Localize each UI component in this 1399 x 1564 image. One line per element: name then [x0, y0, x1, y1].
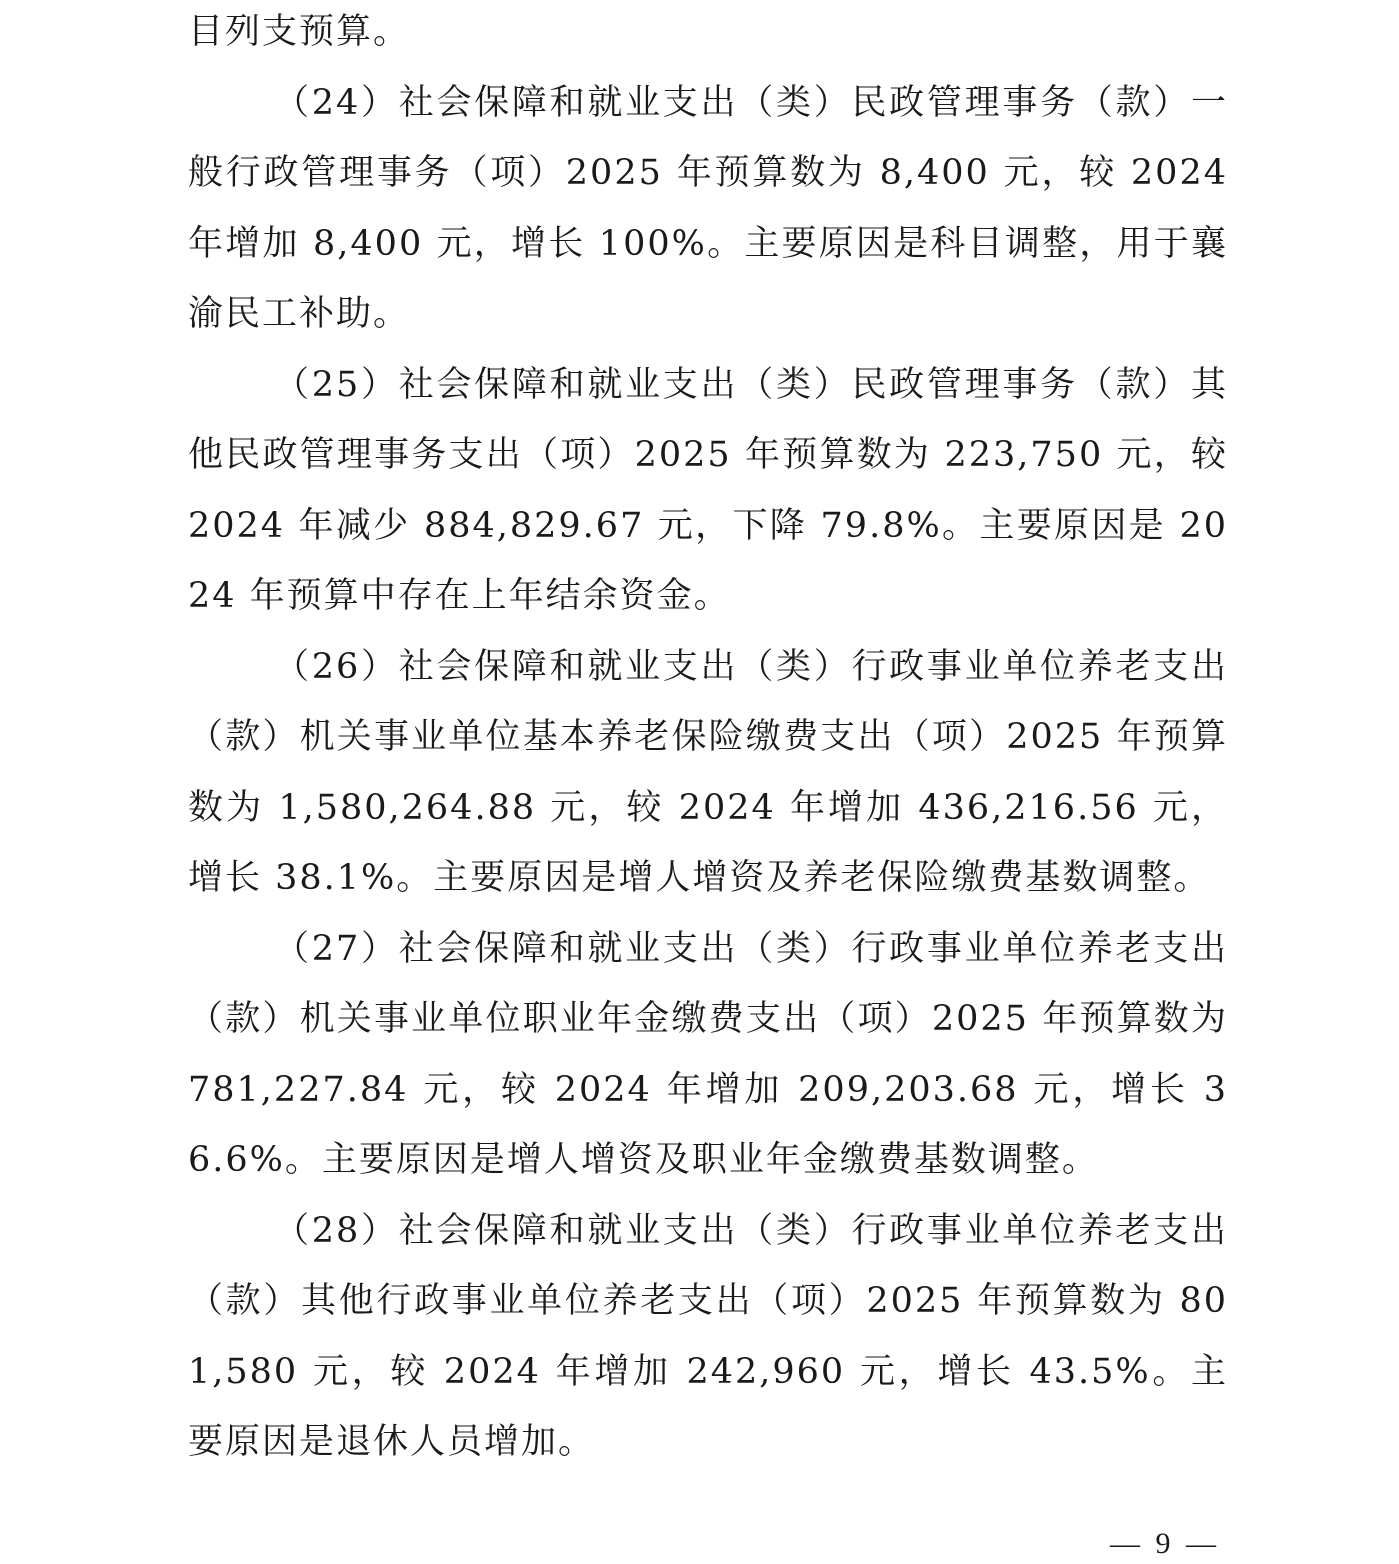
paragraph-item-24: （24）社会保障和就业支出（类）民政管理事务（款）一般行政管理事务（项）2025 年预算数为 8,400 元，较 2024 年增加 8,400 元，增长 100%。主要原因是科目调整，用于襄渝民工补助。	[188, 82, 1228, 334]
paragraph-item-28: （28）社会保障和就业支出（类）行政事业单位养老支出（款）其他行政事业单位养老支出（项）2025 年预算数为 801,580 元，较 2024 年增加 242,960 元，增长 43.5%。主要原因是退休人员增加。	[188, 1210, 1228, 1462]
paragraph-item-25: （25）社会保障和就业支出（类）民政管理事务（款）其他民政管理事务支出（项）2025 年预算数为 223,750 元，较 2024 年减少 884,829.67 元，下降 79.8%。主要原因是 2024 年预算中存在上年结余资金。	[188, 364, 1228, 616]
page-number: — 9 —	[1110, 1527, 1220, 1560]
paragraph-item-27: （27）社会保障和就业支出（类）行政事业单位养老支出（款）机关事业单位职业年金缴费支出（项）2025 年预算数为 781,227.84 元，较 2024 年增加 209,203.68 元，增长 36.6%。主要原因是增人增资及职业年金缴费基数调整。	[188, 928, 1228, 1180]
paragraph-item-26: （26）社会保障和就业支出（类）行政事业单位养老支出（款）机关事业单位基本养老保险缴费支出（项）2025 年预算数为 1,580,264.88 元，较 2024 年增加 436,216.56 元，增长 38.1%。主要原因是增人增资及养老保险缴费基数调整。	[188, 646, 1228, 898]
document-body	[188, 0, 1228, 1478]
paragraph-continuation: 目列支预算。	[188, 12, 411, 52]
